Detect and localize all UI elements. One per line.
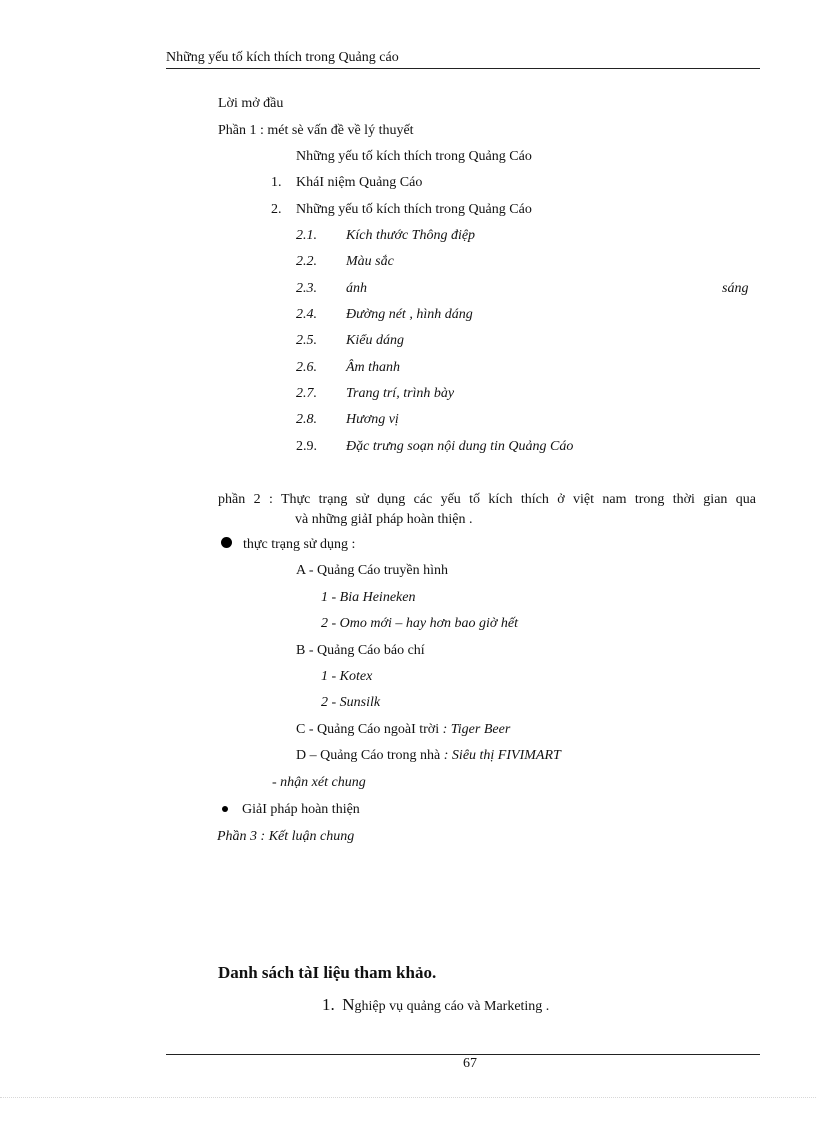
item1-text: KháI niệm Quảng Cáo	[296, 175, 423, 190]
reference-number: 1.	[322, 995, 335, 1014]
header-rule	[166, 68, 760, 69]
sub-text: Hương vị	[346, 412, 399, 427]
section-b-item2: 2 - Sunsilk	[321, 695, 381, 710]
footer-rule	[166, 1054, 760, 1055]
sub-text: ánh	[346, 281, 367, 296]
section-d	[296, 748, 561, 764]
sub-text: Trang trí, trình bày	[346, 386, 455, 401]
sub-number: 2.1.	[296, 228, 317, 243]
section-a-item1: 1 - Bia Heineken	[321, 590, 416, 605]
reference-initial: N	[342, 995, 355, 1014]
sub-text: Màu sắc	[346, 254, 394, 269]
part2-title-line1: phần 2 : Thực trạng sử dụng các yếu tố kích thích ở việt nam trong thời gian qua	[218, 492, 756, 507]
item2-number: 2.	[271, 202, 282, 217]
reference-item	[322, 995, 549, 1015]
reference-text: ghiệp vụ quảng cáo và Marketing .	[354, 999, 550, 1014]
section-b-item1: 1 - Kotex	[321, 669, 373, 684]
general-remark: - nhận xét chung	[272, 775, 366, 790]
sub-text: Đường nét , hình dáng	[346, 307, 473, 322]
sub-number: 2.7.	[296, 386, 317, 401]
part3-title: Phần 3 : Kết luận chung	[217, 829, 355, 844]
sub-number: 2.3.	[296, 281, 317, 296]
section-c	[296, 722, 510, 738]
section-a-item2: 2 - Omo mới – hay hơn bao giờ hết	[321, 616, 519, 631]
section-c-example: : Tiger Beer	[442, 722, 511, 737]
preface: Lời mở đầu	[218, 96, 284, 111]
sub-number: 2.6.	[296, 360, 317, 375]
sub-text: Đặc trưng soạn nội dung tin Quảng Cáo	[346, 439, 574, 454]
item2-text: Những yếu tố kích thích trong Quảng Cáo	[296, 202, 532, 217]
sub-text: Âm thanh	[346, 360, 401, 375]
bullet-solutions: GiảI pháp hoàn thiện	[242, 802, 360, 817]
page-edge-dotted-line	[0, 1097, 816, 1098]
sub-number: 2.4.	[296, 307, 317, 322]
section-d-example: : Siêu thị FIVIMART	[443, 748, 561, 763]
sub-number: 2.2.	[296, 254, 317, 269]
item1-number: 1.	[271, 175, 282, 190]
sub-number: 2.9.	[296, 439, 317, 454]
sub-number: 2.8.	[296, 412, 317, 427]
bullet-icon	[221, 537, 232, 548]
sub-text: Kiểu dáng	[346, 333, 404, 348]
part1-subtitle: Những yếu tố kích thích trong Quảng Cáo	[296, 149, 532, 164]
bullet-icon	[222, 806, 228, 812]
references-heading: Danh sách tàI liệu tham khảo.	[218, 963, 437, 982]
section-a: A - Quảng Cáo truyền hình	[296, 563, 449, 578]
section-b: B - Quảng Cáo báo chí	[296, 643, 425, 658]
section-c-label: C - Quảng Cáo ngoàI trời	[296, 722, 440, 737]
section-d-label: D – Quảng Cáo trong nhà	[296, 748, 441, 763]
page-number: 67	[463, 1056, 477, 1071]
sub-text-justified-end: sáng	[722, 281, 749, 296]
part1-title: Phần 1 : mét sè vấn đề về lý thuyết	[218, 123, 414, 138]
part2-title-line2: và những giảI pháp hoàn thiện .	[295, 512, 473, 527]
bullet-current-use: thực trạng sử dụng :	[243, 537, 356, 552]
sub-text: Kích thước Thông điệp	[346, 228, 476, 243]
sub-number: 2.5.	[296, 333, 317, 348]
running-header: Những yếu tố kích thích trong Quảng cáo	[166, 50, 399, 65]
